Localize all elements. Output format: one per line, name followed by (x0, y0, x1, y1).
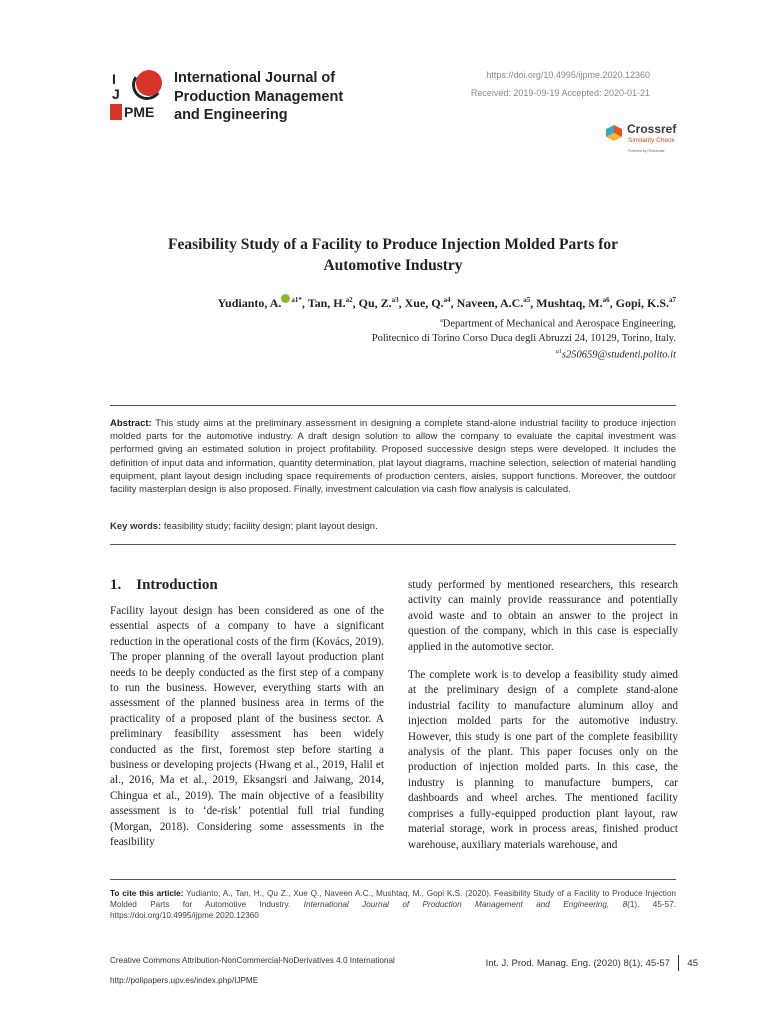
affiliation-department: Department of Mechanical and Aerospace Engineering, (442, 318, 676, 330)
email-sup: a1 (555, 349, 562, 355)
journal-url[interactable]: http://polipapers.upv.es/index.php/IJPME (110, 976, 259, 985)
corresponding-email[interactable] (556, 349, 676, 361)
section-heading: 1. Introduction (110, 577, 218, 593)
author-sup: a7 (669, 296, 676, 304)
crossref-powered-by: Powered by iThenticate (628, 149, 665, 153)
author-name: , Qu, Z. (352, 296, 392, 310)
logo-pme-text: PME (124, 104, 155, 120)
author-list (110, 294, 676, 311)
author-sup: a1* (291, 296, 302, 304)
body-paragraph: study performed by mentioned researchers, this research activity can mainly provide reassurance and potentially avoid waste and to obtain an answer to the project in question of the company, which in this case is especially applied in the automotive sector. (408, 579, 678, 653)
body-paragraph: The complete work is to develop a feasibility study aimed at the preliminary design of a complete stand-alone industrial facility to manufacture aluminum alloy and injection molded parts for the automotive industry. However, this study is one part of the complete feasibility analysis of the plant. This paper focuses only on the production of injection molded parts. In this case, the industry is planning to manufacture bumpers, car dashboards and wheel arches. The mentioned facility comprises a fully-equipped production plant layout, raw material storage, work in process areas, finished product warehouse, auxiliary materials warehouse, and (408, 669, 678, 851)
footer-divider (678, 955, 680, 971)
abstract-text: This study aims at the preliminary assessment in designing a complete stand-alone industrial facility to produce injection molded parts for the automotive industry. A draft design solution to allow the company to evaluate the capital investment was performed giving an estimated solution in project profitability. Proposed successive design steps were developed. It includes the definition of input data and information, quantity determination, plat layout diagrams, machine selection, selection of material handling equipment, plant layout design including space requirements of production centers, aisles, support functions. Moreover, the outdoor facility masterplan design is also proposed. Finally, investment calculation via cash flow analysis is calculated. (110, 418, 676, 496)
journal-logo (110, 70, 168, 122)
author-name: , Naveen, A.C. (450, 296, 524, 310)
paper-title (110, 234, 676, 276)
page-number: 45 (687, 957, 698, 969)
crossref-icon (604, 123, 624, 143)
orcid-icon[interactable] (281, 294, 290, 303)
citation-journal: International Journal of Production Management and Engineering, (303, 900, 610, 910)
affiliation-sup: a (440, 318, 443, 324)
body-paragraph: Facility layout design has been considered as one of the essential aspects of a company to have a significant reduction in the operational costs of the firm (Kovács, 2019). The proper planning of the overall layout production plant needs to be deeply conducted as the first step of a company to run the business. However, everything starts with an assessment of the planned business area in terms of the practicality of a proposed plant of the business sector. A preliminary feasibility assessment has been widely conducted as the first, foremost step before starting a business or developing projects (Hwang et al., 2019, Halil et al., 2016, Ma et al., 2019, Eksangsri and Jaiwang, 2014, Chingua et al., 2019). The main objective of a feasibility assessment is to ‘de-risk’ potential full trial funding (Morgan, 2018). Considering some assessments in the feasibility (110, 605, 384, 849)
journal-name-line: Production Management (174, 88, 344, 105)
author-name: , Tan, H. (301, 296, 346, 310)
author-name: , Mushtaq, M. (530, 296, 603, 310)
logo-letter-j: J (112, 86, 120, 102)
journal-name-line: and Engineering (174, 107, 288, 123)
body-column-right (408, 578, 678, 853)
crossref-name: Crossref (627, 122, 677, 136)
citation-volume: 8 (622, 900, 628, 910)
author-sup: a3 (391, 296, 399, 304)
abstract-top-rule (110, 405, 676, 406)
citation-doi[interactable]: https://doi.org/10.4995/ijpme.2020.12360 (110, 911, 259, 921)
crossref-similarity-check: Similarity Check (628, 137, 675, 144)
affiliation-line (440, 318, 676, 330)
author-sup: a5 (523, 296, 531, 304)
author-sup: a6 (602, 296, 610, 304)
keywords-text: feasibility study; facility design; plant layout design. (163, 521, 378, 532)
logo-pme (110, 104, 166, 120)
page-footer-right (486, 955, 698, 971)
abstract-bottom-rule (110, 544, 676, 545)
citation-rule (110, 879, 676, 880)
abstract (110, 417, 676, 496)
doi-link[interactable]: https://doi.org/10.4995/ijpme.2020.12360 (486, 70, 650, 80)
paper-title-line: Automotive Industry (323, 257, 463, 274)
author-name: , Gopi, K.S. (609, 296, 669, 310)
crossref-badge[interactable] (604, 122, 684, 156)
journal-name-line: International Journal of (174, 70, 336, 86)
logo-letter-i: I (112, 71, 116, 87)
author-sup: a2 (345, 296, 353, 304)
journal-reference: Int. J. Prod. Manag. Eng. (2020) 8(1), 45-57 (485, 957, 670, 969)
keywords-label: Key words: (110, 521, 162, 532)
author-sup: a4 (443, 296, 451, 304)
author-name: , Xue, Q. (398, 296, 444, 310)
logo-red-block (110, 104, 122, 120)
citation-issue-pages: (1), 45-57. (627, 900, 677, 910)
paragraph-gap (408, 655, 678, 668)
keywords (110, 521, 378, 532)
paper-title-line: Feasibility Study of a Facility to Produce Injection Molded Parts for (167, 236, 619, 253)
citation-block (110, 888, 676, 922)
logo-red-circle (136, 70, 162, 96)
journal-name (174, 69, 343, 125)
citation-text: Yudianto, A., Tan, H., Qu Z., Xue Q., Naveen A.C., Mushtaq, M., Gopi K.S. (2020). Feasibility Study of a Facility to Produce Injection Molded Parts for Automotive Industry. (110, 889, 676, 910)
affiliation-address: Politecnico di Torino Corso Duca degli Abruzzi 24, 10129, Torino, Italy. (371, 333, 676, 344)
license-text: Creative Commons Attribution-NonCommercial-NoDerivatives 4.0 International (110, 956, 395, 965)
citation-label: To cite this article: (110, 889, 184, 898)
author-name: Yudianto, A. (217, 296, 282, 310)
received-accepted-dates: Received: 2019-09-19 Accepted: 2020-01-21 (470, 88, 650, 98)
body-column-left (110, 604, 384, 851)
abstract-label: Abstract: (110, 418, 152, 429)
email-address: s250659@studenti.polito.it (561, 349, 676, 361)
